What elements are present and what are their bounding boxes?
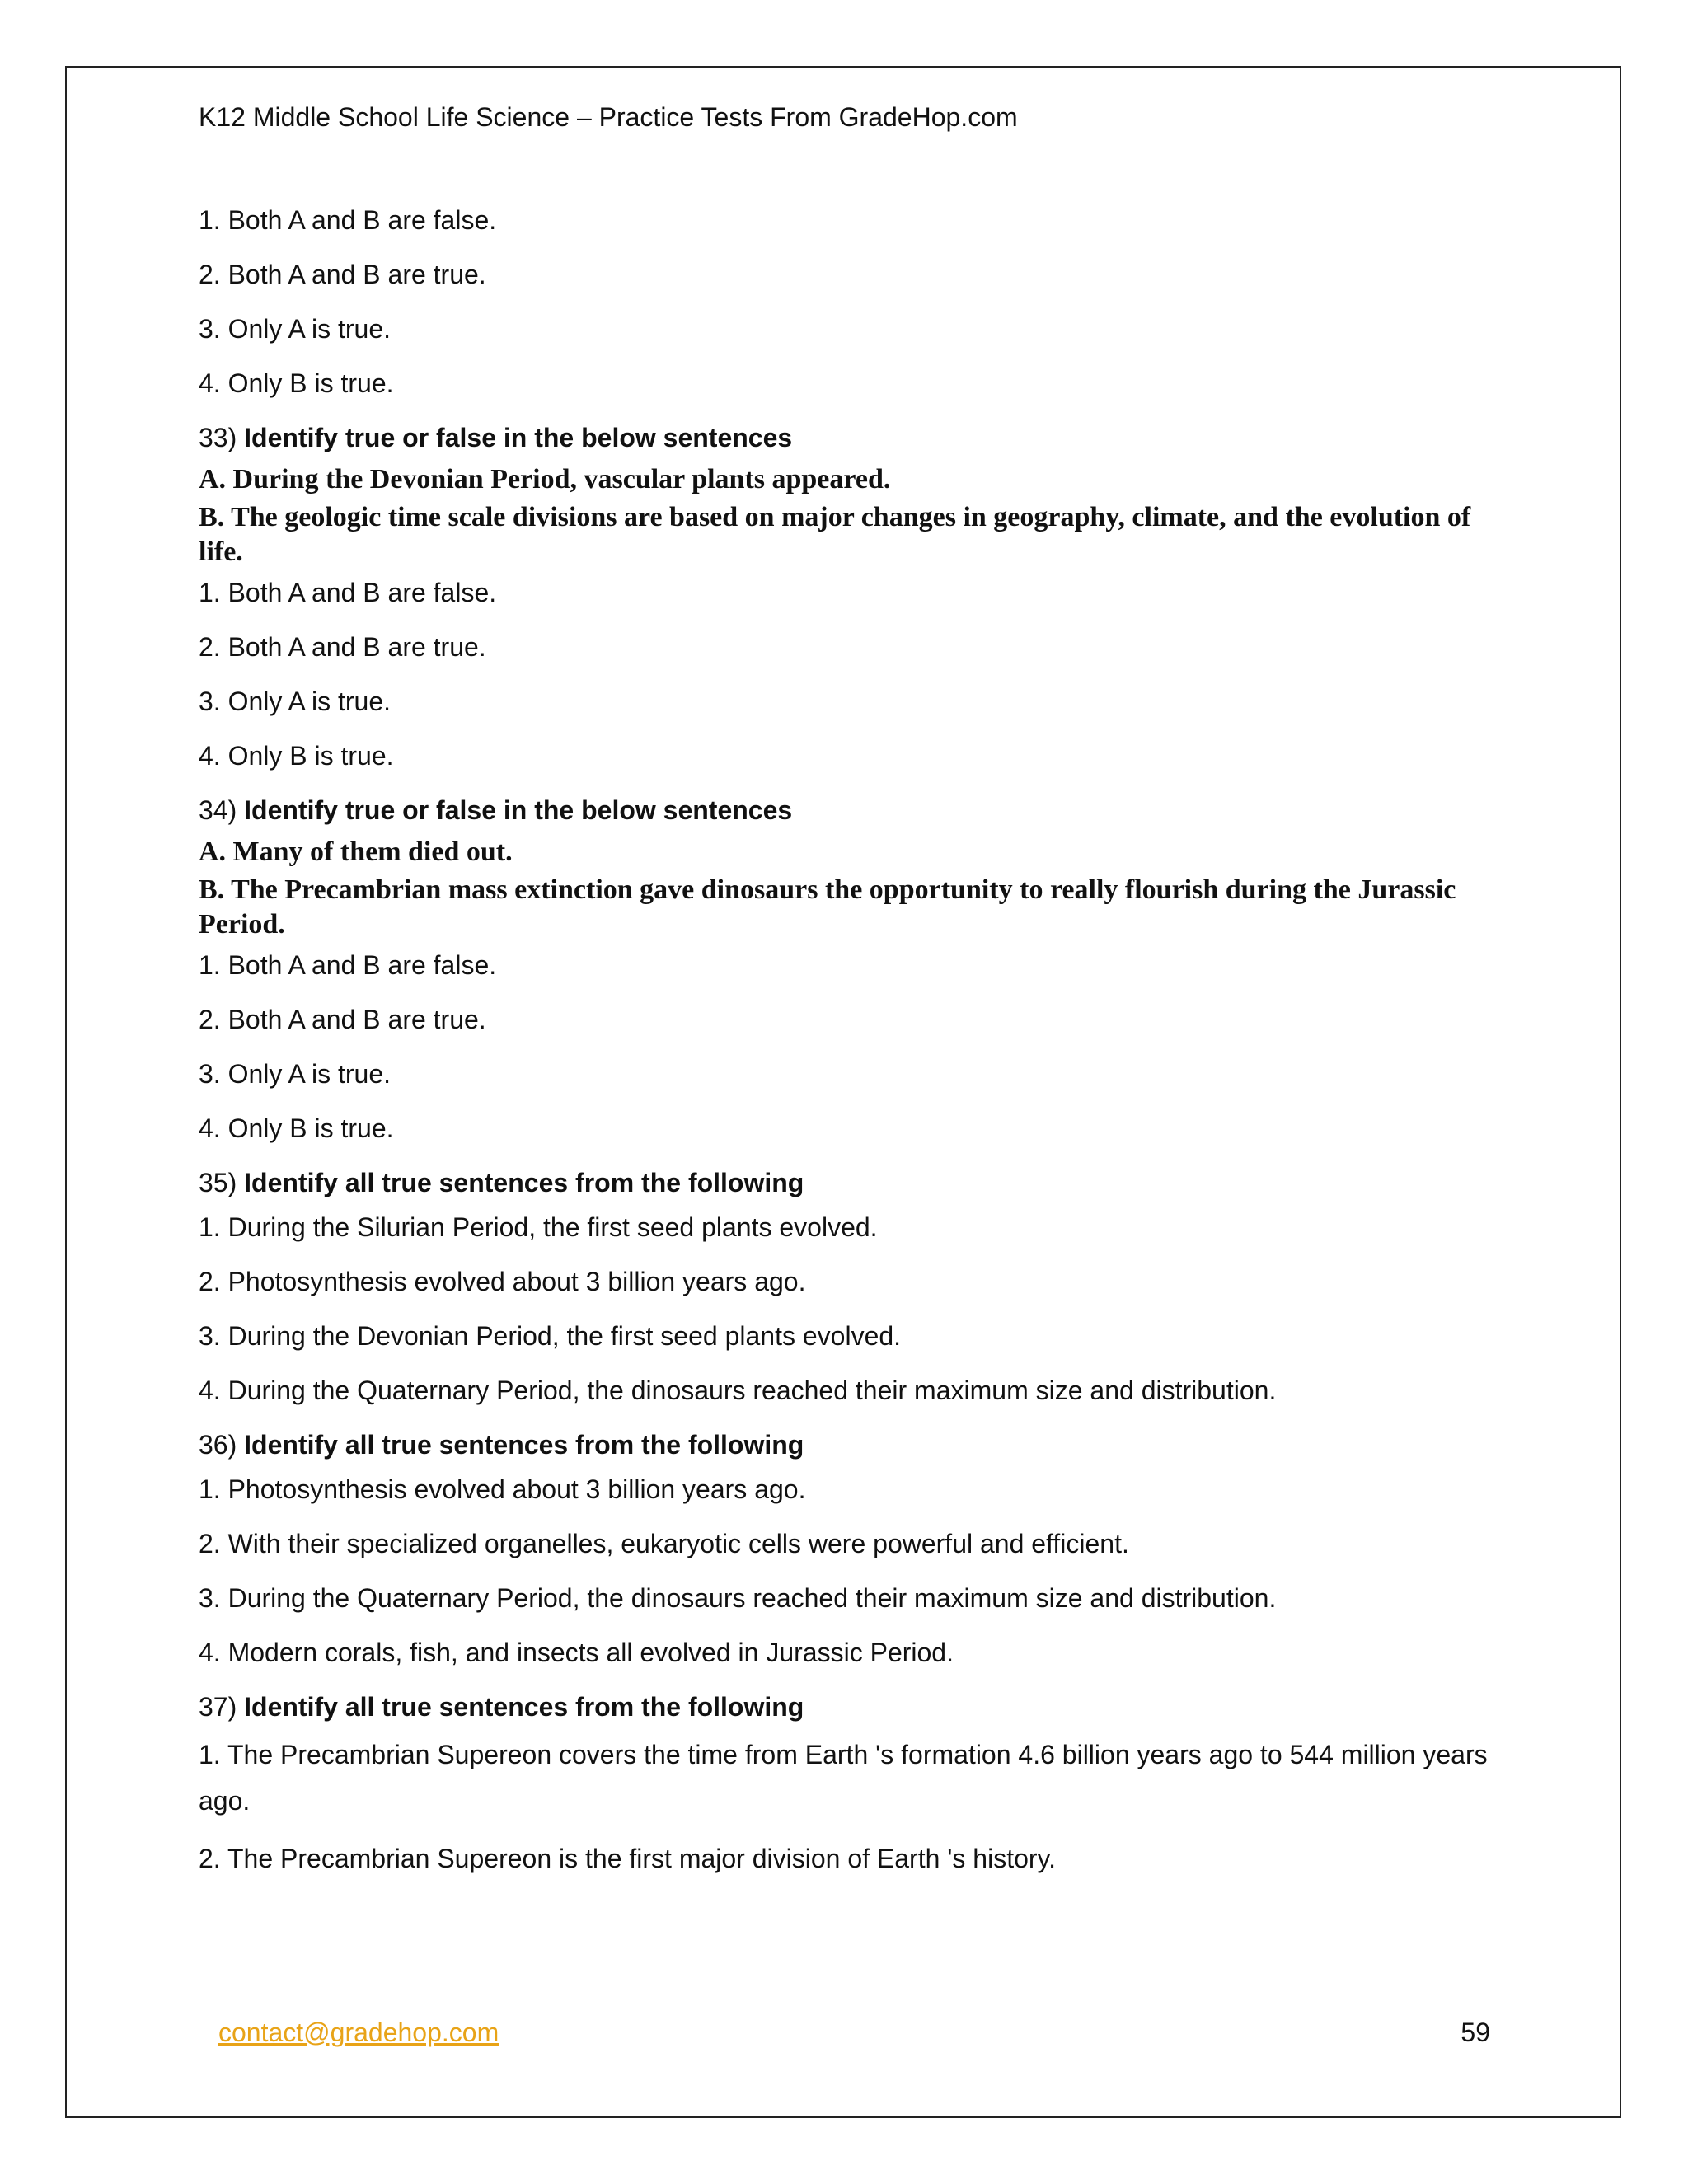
question-number: 36): [199, 1430, 237, 1460]
question-number: 37): [199, 1692, 237, 1722]
statement-b: B. The Precambrian mass extinction gave dinosaurs the opportunity to really flourish during the Jurassic Period.: [199, 874, 1456, 940]
option-item: 2. Both A and B are true.: [199, 632, 486, 662]
question-prompt: Identify all true sentences from the following: [244, 1692, 804, 1722]
question-33: [199, 418, 1501, 776]
question-heading: [199, 790, 1501, 830]
option-item: 2. With their specialized organelles, eukaryotic cells were powerful and efficient.: [199, 1529, 1129, 1558]
option-item: 2. Both A and B are true.: [199, 1005, 486, 1034]
question-37: [199, 1687, 1501, 1878]
option-item: 2. Both A and B are true.: [199, 260, 486, 289]
option-item: 1. Both A and B are false.: [199, 578, 497, 607]
question-number: 34): [199, 795, 237, 825]
option-item: 4. Modern corals, fish, and insects all evolved in Jurassic Period.: [199, 1638, 954, 1667]
option-item: 3. Only A is true.: [199, 687, 391, 716]
question-prompt: Identify all true sentences from the following: [244, 1430, 804, 1460]
question-34: [199, 790, 1501, 1148]
option-item: 3. During the Devonian Period, the first seed plants evolved.: [199, 1321, 902, 1351]
option-item: 1. Photosynthesis evolved about 3 billion years ago.: [199, 1474, 806, 1504]
contact-email-link[interactable]: contact@gradehop.com: [218, 2018, 499, 2047]
option-item: 4. Only B is true.: [199, 1113, 394, 1143]
option-item: 4. Only B is true.: [199, 741, 394, 771]
statement-a: A. During the Devonian Period, vascular plants appeared.: [199, 464, 891, 494]
option-item: 1. During the Silurian Period, the first seed plants evolved.: [199, 1212, 878, 1242]
page-number: 59: [1461, 2018, 1490, 2047]
page-content: [199, 200, 1501, 1893]
option-item: 4. During the Quaternary Period, the dinosaurs reached their maximum size and distribution.: [199, 1376, 1277, 1405]
option-item: 3. Only A is true.: [199, 314, 391, 344]
question-prompt: Identify true or false in the below sentences: [244, 795, 793, 825]
option-item: 2. The Precambrian Supereon is the first major division of Earth 's history.: [199, 1844, 1057, 1873]
question-35: [199, 1163, 1501, 1410]
option-item: 3. During the Quaternary Period, the dinosaurs reached their maximum size and distribution.: [199, 1583, 1277, 1613]
question-number: 35): [199, 1168, 237, 1197]
option-item: 4. Only B is true.: [199, 368, 394, 398]
question-prompt: Identify all true sentences from the following: [244, 1168, 804, 1197]
question-heading: [199, 1687, 1501, 1727]
prev-question-options: [199, 200, 1501, 403]
question-number: 33): [199, 423, 237, 452]
question-heading: [199, 1425, 1501, 1465]
statement-a: A. Many of them died out.: [199, 837, 513, 867]
option-item: 1. The Precambrian Supereon covers the time from Earth 's formation 4.6 billion years ago to 544 million years ago.: [199, 1740, 1488, 1816]
page-header: K12 Middle School Life Science – Practice Tests From GradeHop.com: [199, 102, 1018, 132]
option-item: 2. Photosynthesis evolved about 3 billion years ago.: [199, 1267, 806, 1296]
statement-list: [199, 835, 1501, 942]
option-item: 1. Both A and B are false.: [199, 205, 497, 235]
question-prompt: Identify true or false in the below sentences: [244, 423, 793, 452]
statement-list: [199, 462, 1501, 569]
option-item: 3. Only A is true.: [199, 1059, 391, 1089]
question-heading: [199, 1163, 1501, 1202]
question-36: [199, 1425, 1501, 1672]
question-heading: [199, 418, 1501, 457]
statement-b: B. The geologic time scale divisions are based on major changes in geography, climate, and the evolution of life.: [199, 502, 1471, 567]
option-item: 1. Both A and B are false.: [199, 950, 497, 980]
